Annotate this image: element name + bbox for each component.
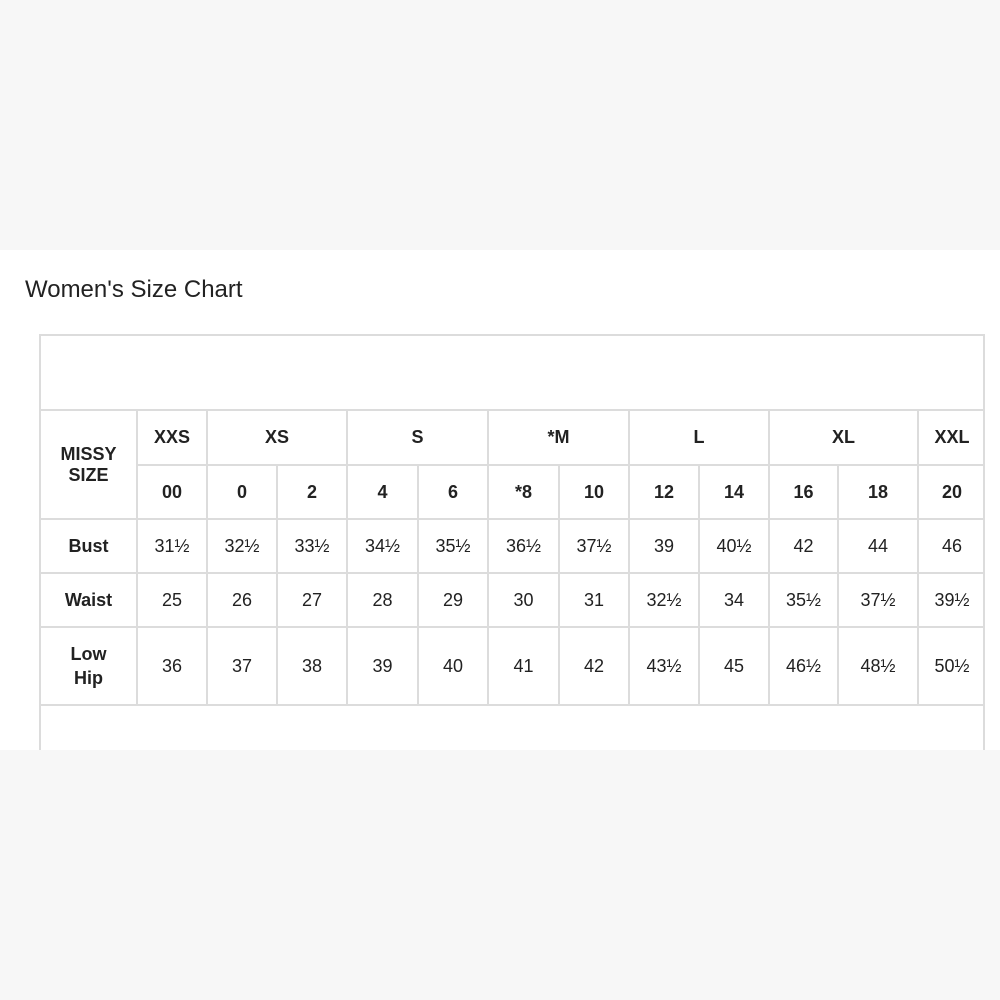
size-number: 20 (918, 465, 985, 519)
table-cell: 46½ (769, 627, 838, 705)
missy-size-line2: SIZE (68, 464, 109, 485)
table-cell: 31 (559, 573, 629, 627)
size-chart-table (41, 411, 985, 706)
table-cell: 27 (277, 573, 347, 627)
row-label-low-hip (41, 627, 137, 705)
table-cell: 45 (699, 627, 769, 705)
table-cell: 37 (207, 627, 277, 705)
size-number: 14 (699, 465, 769, 519)
page-title: Women's Size Chart (25, 276, 243, 303)
table-cell: 39 (629, 519, 699, 573)
row-label-waist (41, 573, 137, 627)
size-number: 18 (838, 465, 918, 519)
table-cell: 46 (918, 519, 985, 573)
row-label-bust (41, 519, 137, 573)
table-cell: 29 (418, 573, 488, 627)
table-cell: 43½ (629, 627, 699, 705)
chart-header-spacer (41, 336, 983, 411)
size-number: 0 (207, 465, 277, 519)
table-cell: 38 (277, 627, 347, 705)
table-cell: 40 (418, 627, 488, 705)
table-cell: 35½ (769, 573, 838, 627)
table-cell: 41 (488, 627, 559, 705)
size-number: 6 (418, 465, 488, 519)
size-group-xxs: XXS (137, 411, 207, 465)
table-row-low-hip (41, 627, 985, 705)
table-cell: 30 (488, 573, 559, 627)
table-cell: 25 (137, 573, 207, 627)
row-label-text: Hip (74, 668, 103, 688)
missy-size-header (41, 411, 137, 519)
size-number: 12 (629, 465, 699, 519)
table-cell: 32½ (207, 519, 277, 573)
missy-size-line1: MISSY (60, 443, 117, 464)
size-number: 16 (769, 465, 838, 519)
size-number: 10 (559, 465, 629, 519)
row-label-text: Low (70, 644, 107, 664)
table-cell: 50½ (918, 627, 985, 705)
size-number: 4 (347, 465, 418, 519)
table-cell: 34½ (347, 519, 418, 573)
table-cell: 32½ (629, 573, 699, 627)
table-cell: 36 (137, 627, 207, 705)
table-cell: 33½ (277, 519, 347, 573)
size-group-l: L (629, 411, 769, 465)
table-cell: 36½ (488, 519, 559, 573)
size-chart-frame (39, 334, 985, 750)
table-cell: 31½ (137, 519, 207, 573)
row-label-text: Bust (68, 536, 109, 556)
size-number: *8 (488, 465, 559, 519)
table-row-bust (41, 519, 985, 573)
table-cell: 48½ (838, 627, 918, 705)
table-cell: 26 (207, 573, 277, 627)
table-cell: 35½ (418, 519, 488, 573)
table-cell: 37½ (838, 573, 918, 627)
size-group-row (41, 411, 985, 465)
table-cell: 44 (838, 519, 918, 573)
size-group-xs: XS (207, 411, 347, 465)
table-cell: 39 (347, 627, 418, 705)
row-label-text: Waist (64, 590, 113, 610)
table-cell: 28 (347, 573, 418, 627)
size-number: 00 (137, 465, 207, 519)
size-number: 2 (277, 465, 347, 519)
table-cell: 42 (559, 627, 629, 705)
table-row-waist (41, 573, 985, 627)
size-group-s: S (347, 411, 488, 465)
table-cell: 40½ (699, 519, 769, 573)
table-cell: 42 (769, 519, 838, 573)
size-group-xxl: XXL (918, 411, 985, 465)
size-group-xl: XL (769, 411, 918, 465)
size-number-row (41, 465, 985, 519)
table-cell: 37½ (559, 519, 629, 573)
table-cell: 34 (699, 573, 769, 627)
size-group-m: *M (488, 411, 629, 465)
table-cell: 39½ (918, 573, 985, 627)
